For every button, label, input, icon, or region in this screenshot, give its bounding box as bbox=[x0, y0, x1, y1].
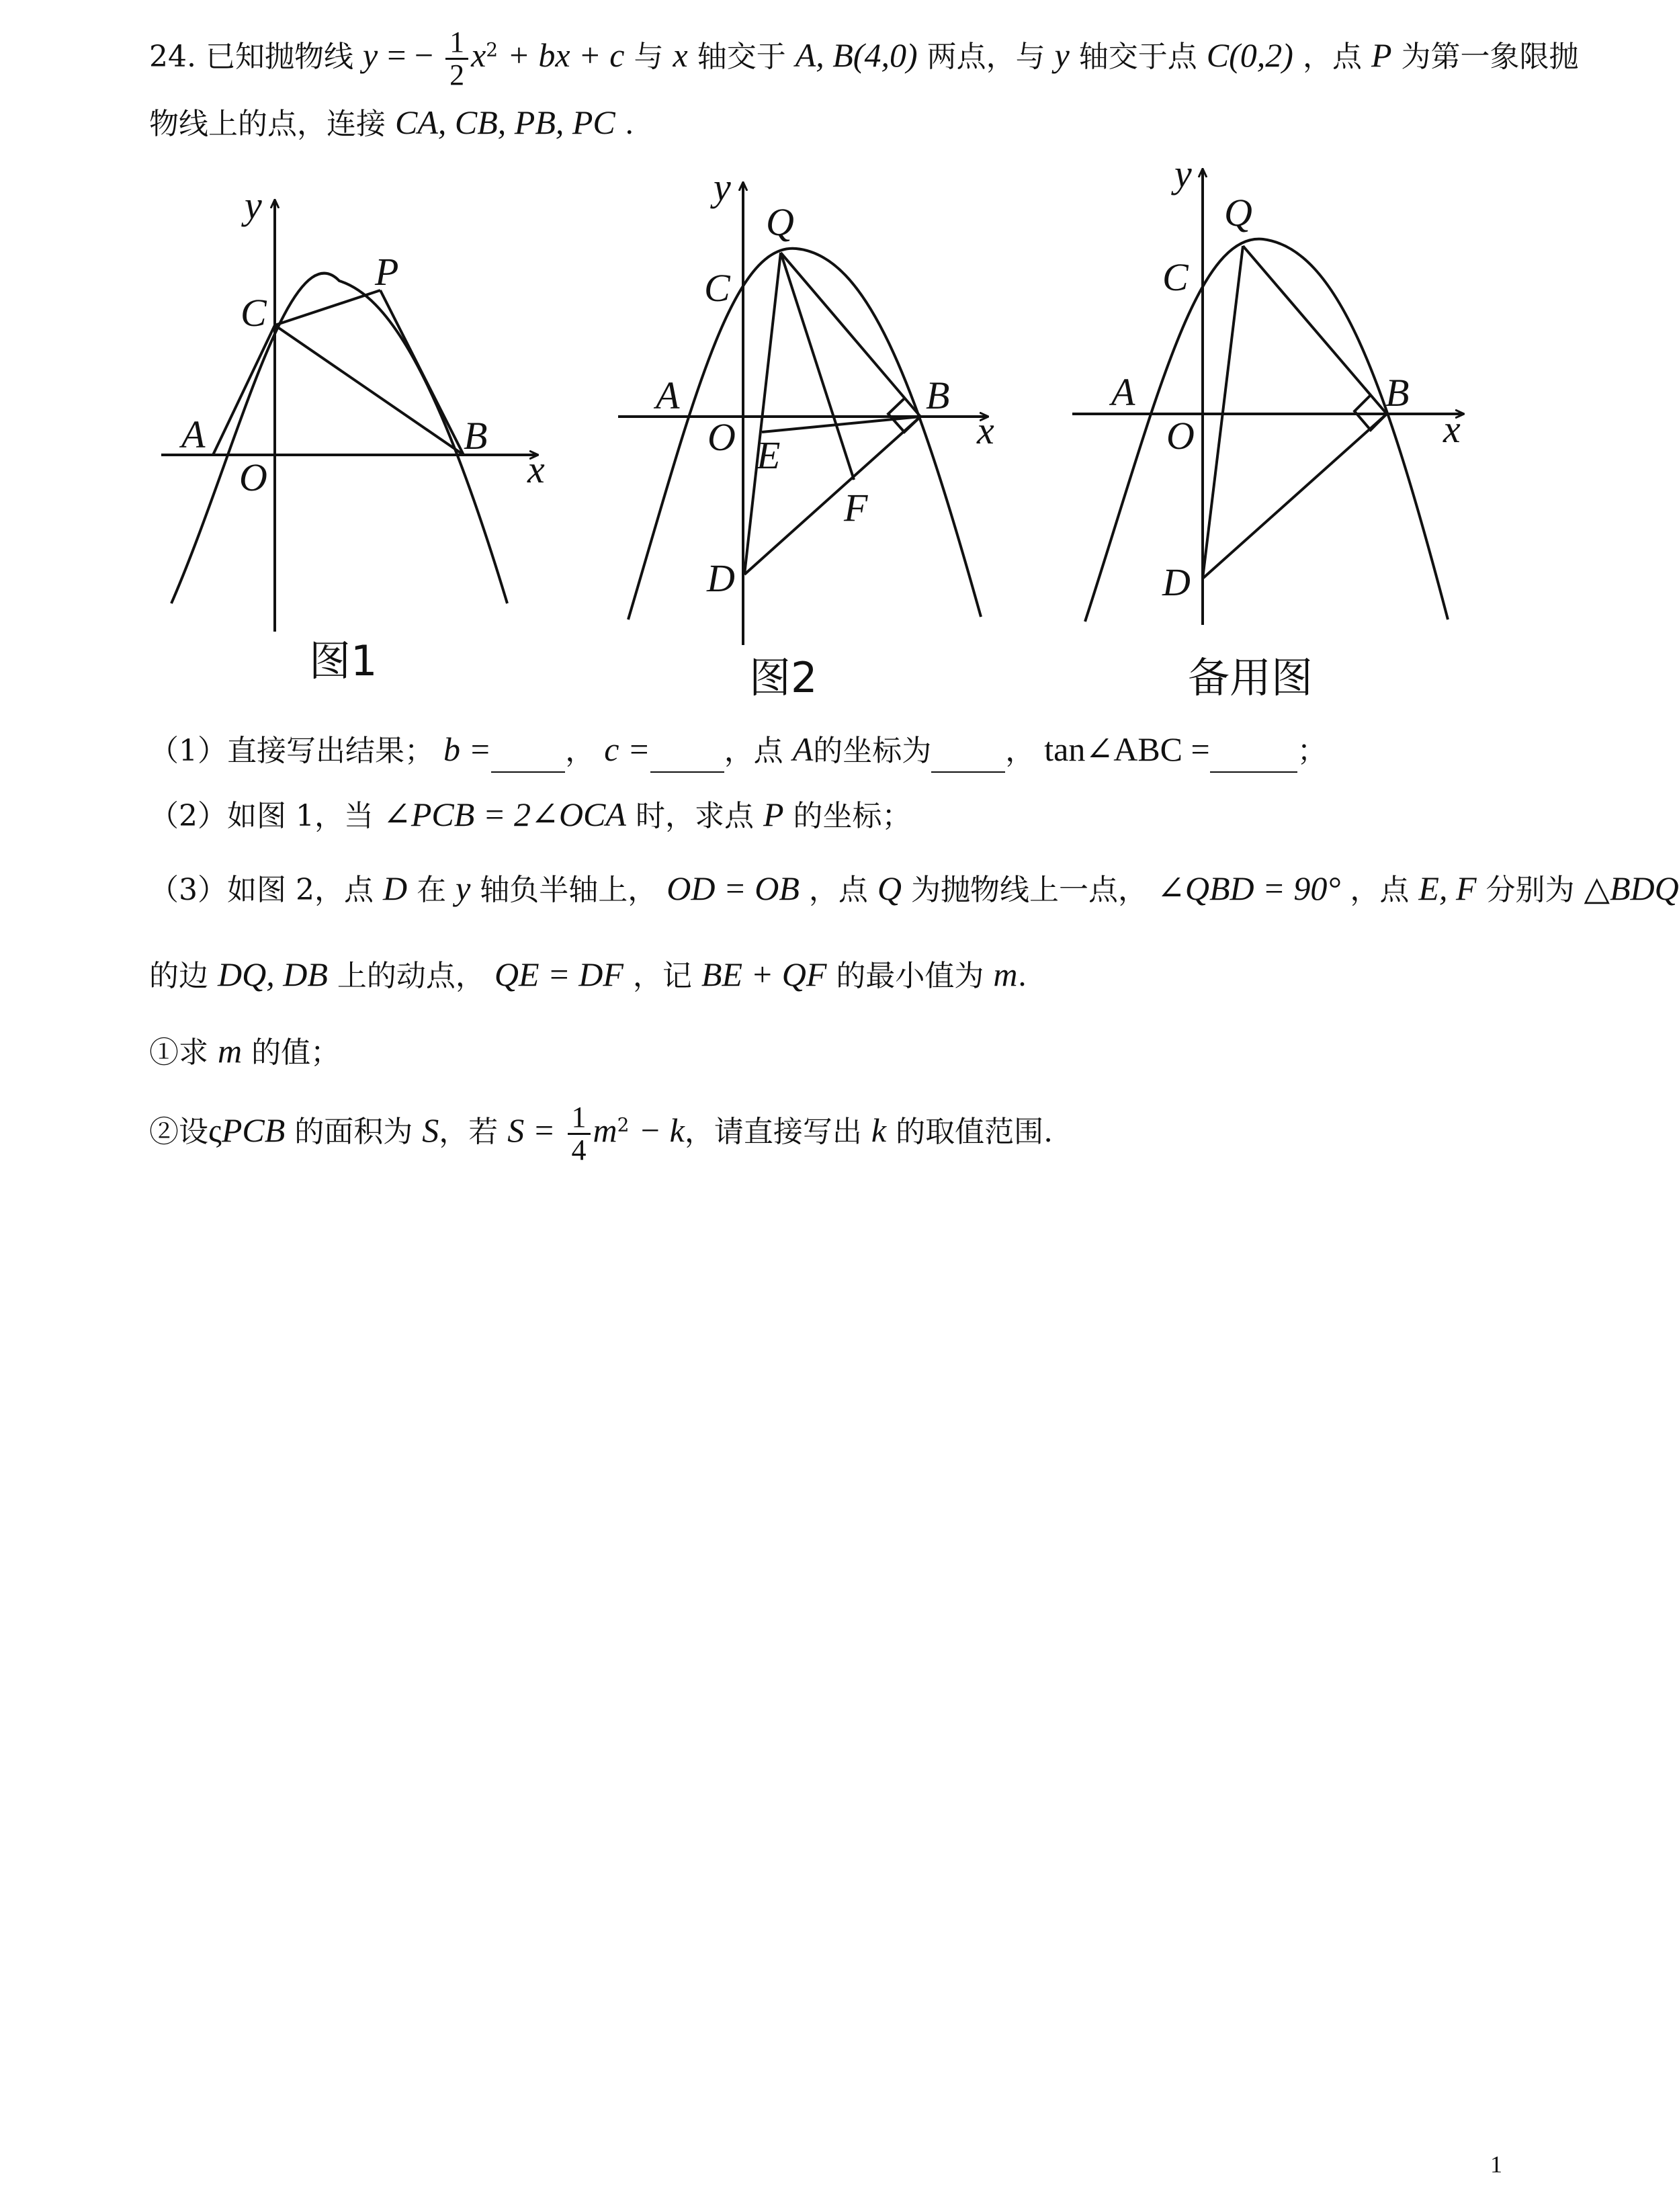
part1-end: ； bbox=[1297, 734, 1327, 768]
sub2-triangle: PCB bbox=[221, 1111, 286, 1149]
part1-a-var: A bbox=[792, 730, 814, 768]
question-line2-a: 物线上的点，连接 bbox=[149, 107, 386, 141]
sub1-prefix: ①求 bbox=[149, 1035, 208, 1070]
sub1-end: 的值； bbox=[251, 1035, 341, 1070]
eq-x: x bbox=[471, 36, 486, 74]
fig2-label-a: A bbox=[656, 374, 680, 417]
fig1-caption: 图1 bbox=[309, 636, 378, 685]
part-3-line-2 bbox=[149, 954, 1027, 996]
part-3-line-1 bbox=[149, 868, 1679, 910]
part3-be-qf: BE + QF bbox=[701, 955, 827, 993]
part3-qe-df: QE = DF bbox=[494, 955, 623, 993]
sub2-symbol: ς bbox=[208, 1111, 222, 1149]
part3-y-var: y bbox=[456, 869, 471, 907]
sub2-t1: 的面积为 bbox=[294, 1115, 413, 1149]
part2-prefix: （2）如图 1，当 bbox=[149, 799, 374, 833]
sub2-minus-k: − k bbox=[638, 1111, 685, 1149]
fig3-label-o: O bbox=[1166, 414, 1195, 458]
page-number: 1 bbox=[1490, 2151, 1502, 2178]
sub-question-2 bbox=[149, 1102, 1053, 1166]
part3-t2: 轴负半轴上， bbox=[480, 873, 658, 907]
eq-frac-num: 1 bbox=[445, 27, 468, 60]
blank-a-coord[interactable] bbox=[931, 731, 1005, 773]
fig3-segment-qd bbox=[1203, 246, 1243, 579]
fig3-label-b: B bbox=[1385, 371, 1410, 415]
fig1-segment-cp bbox=[275, 290, 380, 325]
eq-exponent: 2 bbox=[486, 38, 499, 61]
points-ab: A, B(4,0) bbox=[795, 36, 918, 74]
sub2-end: 的取值范围. bbox=[896, 1115, 1053, 1149]
part3-t3: ，点 bbox=[808, 873, 868, 907]
fig3-label-y: y bbox=[1174, 152, 1192, 196]
fig3-segment-qb bbox=[1243, 246, 1387, 414]
fig3-label-d: D bbox=[1162, 560, 1191, 604]
part2-p-var: P bbox=[763, 796, 784, 833]
part3-d-var: D bbox=[382, 869, 408, 907]
figure-2-labels bbox=[653, 165, 994, 702]
part3-angle: ∠QBD = 90° bbox=[1157, 869, 1341, 907]
question-intro-a: 已知抛物线 bbox=[205, 40, 353, 74]
part2-expr: ∠PCB = 2∠OCA bbox=[382, 796, 626, 833]
sub2-s-eq: S = bbox=[507, 1111, 556, 1149]
sub2-prefix: ②设 bbox=[149, 1115, 208, 1149]
fig2-segment-qd bbox=[744, 253, 781, 575]
part2-middle: 时，求点 bbox=[635, 799, 754, 833]
part3-line2-a: 的边 bbox=[149, 959, 208, 993]
question-intro-f: ，点 bbox=[1302, 40, 1362, 74]
part1-sep1: ， bbox=[565, 734, 595, 768]
fig1-segment-pb bbox=[380, 290, 464, 455]
question-intro-g: 为第一象限抛 bbox=[1401, 40, 1579, 74]
figure-1-labels bbox=[179, 183, 545, 685]
part3-t1: 在 bbox=[417, 873, 447, 907]
fig2-label-q: Q bbox=[766, 200, 794, 244]
fig2-segment-qf bbox=[781, 253, 854, 480]
fig2-segment-qb bbox=[781, 253, 920, 417]
fig3-label-x: x bbox=[1443, 407, 1461, 451]
fig1-segment-cb bbox=[275, 325, 464, 455]
fig2-label-b: B bbox=[926, 374, 950, 417]
fig2-label-d: D bbox=[707, 556, 735, 600]
p-variable: P bbox=[1371, 36, 1392, 74]
fig1-label-c: C bbox=[241, 291, 267, 335]
figure-3-labels bbox=[1109, 152, 1461, 702]
sub2-t2: ，若 bbox=[439, 1115, 499, 1149]
part1-c: c = bbox=[604, 730, 650, 768]
fig3-segment-db bbox=[1203, 414, 1387, 579]
point-c: C(0,2) bbox=[1206, 36, 1293, 74]
fig1-label-a: A bbox=[181, 413, 206, 456]
eq-equals: = − bbox=[387, 36, 434, 74]
eq-y: y bbox=[362, 36, 378, 74]
figures-svg bbox=[0, 0, 1666, 726]
fig2-parabola bbox=[628, 249, 981, 620]
question-intro-e: 轴交于点 bbox=[1078, 40, 1197, 74]
blank-tan[interactable] bbox=[1210, 731, 1297, 773]
fig3-label-a: A bbox=[1111, 370, 1135, 414]
part1-sep2: ，点 bbox=[724, 734, 783, 768]
fig2-label-y: y bbox=[714, 165, 731, 209]
sub2-fraction bbox=[568, 1102, 591, 1166]
x-variable: x bbox=[673, 36, 688, 74]
part3-prefix: （3）如图 2，点 bbox=[149, 873, 374, 907]
sub2-m: m bbox=[593, 1111, 617, 1149]
sub2-t3: ，请直接写出 bbox=[684, 1115, 862, 1149]
fig2-label-o: O bbox=[707, 415, 736, 459]
sub1-m-var: m bbox=[218, 1032, 243, 1070]
fig2-label-c: C bbox=[704, 266, 730, 310]
sub2-k-var: k bbox=[871, 1111, 887, 1149]
part1-sep3: ， bbox=[1005, 734, 1035, 768]
part3-line2-c: ，记 bbox=[632, 959, 692, 993]
sub2-frac-den: 4 bbox=[571, 1134, 587, 1166]
part3-sides: DQ, DB bbox=[218, 955, 328, 993]
part3-line2-b: 上的动点， bbox=[337, 959, 485, 993]
fig3-label-q: Q bbox=[1224, 191, 1252, 235]
part3-q-var: Q bbox=[877, 869, 902, 907]
fig3-label-c: C bbox=[1162, 255, 1189, 299]
sub-question-1 bbox=[149, 1031, 340, 1073]
fig2-label-e: E bbox=[757, 433, 781, 477]
blank-b[interactable] bbox=[491, 731, 565, 773]
part1-tan: tan∠ABC = bbox=[1044, 730, 1210, 768]
question-number: 24. bbox=[149, 40, 196, 74]
part2-end: 的坐标； bbox=[793, 799, 912, 833]
part-2 bbox=[149, 794, 912, 837]
sub2-exponent: 2 bbox=[617, 1113, 630, 1136]
fig3-caption: 备用图 bbox=[1188, 653, 1314, 702]
part3-t6: 分别为 bbox=[1486, 873, 1575, 907]
sub2-frac-num: 1 bbox=[568, 1102, 591, 1135]
question-intro-b: 与 bbox=[634, 40, 664, 74]
part3-line2-end: . bbox=[1017, 959, 1027, 993]
part1-coord: 的坐标为 bbox=[813, 734, 932, 768]
line2-segments: CA, CB, PB, PC bbox=[395, 103, 615, 141]
question-intro-d: 两点，与 bbox=[927, 40, 1045, 74]
fig1-segment-ca bbox=[213, 325, 275, 455]
fig2-label-f: F bbox=[844, 486, 868, 529]
part1-prefix: （1）直接写出结果； bbox=[149, 734, 434, 768]
fig1-label-b: B bbox=[464, 414, 488, 458]
question-intro-c: 轴交于 bbox=[697, 40, 786, 74]
part3-ef-var: E, F bbox=[1418, 869, 1477, 907]
sub2-s-var: S bbox=[422, 1111, 439, 1149]
part-1 bbox=[149, 729, 1327, 773]
eq-frac-den: 2 bbox=[449, 58, 465, 91]
line2-end: . bbox=[624, 107, 634, 141]
fig2-label-x: x bbox=[977, 409, 994, 452]
fig2-caption: 图2 bbox=[749, 653, 818, 702]
fig3-parabola bbox=[1085, 239, 1448, 622]
part3-line2-d: 的最小值为 bbox=[836, 959, 984, 993]
part1-b: b = bbox=[443, 730, 492, 768]
part3-triangle: △BDQ bbox=[1584, 869, 1679, 907]
fig1-label-y: y bbox=[245, 183, 262, 227]
part3-t4: 为抛物线上一点， bbox=[911, 873, 1148, 907]
fig1-label-x: x bbox=[527, 448, 545, 491]
part3-od-ob: OD = OB bbox=[666, 869, 800, 907]
fig1-label-o: O bbox=[239, 456, 267, 499]
part3-m-var: m bbox=[993, 955, 1018, 993]
part3-t5: ，点 bbox=[1350, 873, 1410, 907]
fig1-label-p: P bbox=[375, 250, 399, 294]
y-variable: y bbox=[1054, 36, 1070, 74]
eq-rest: + bx + c bbox=[507, 36, 625, 74]
blank-c[interactable] bbox=[650, 731, 724, 773]
